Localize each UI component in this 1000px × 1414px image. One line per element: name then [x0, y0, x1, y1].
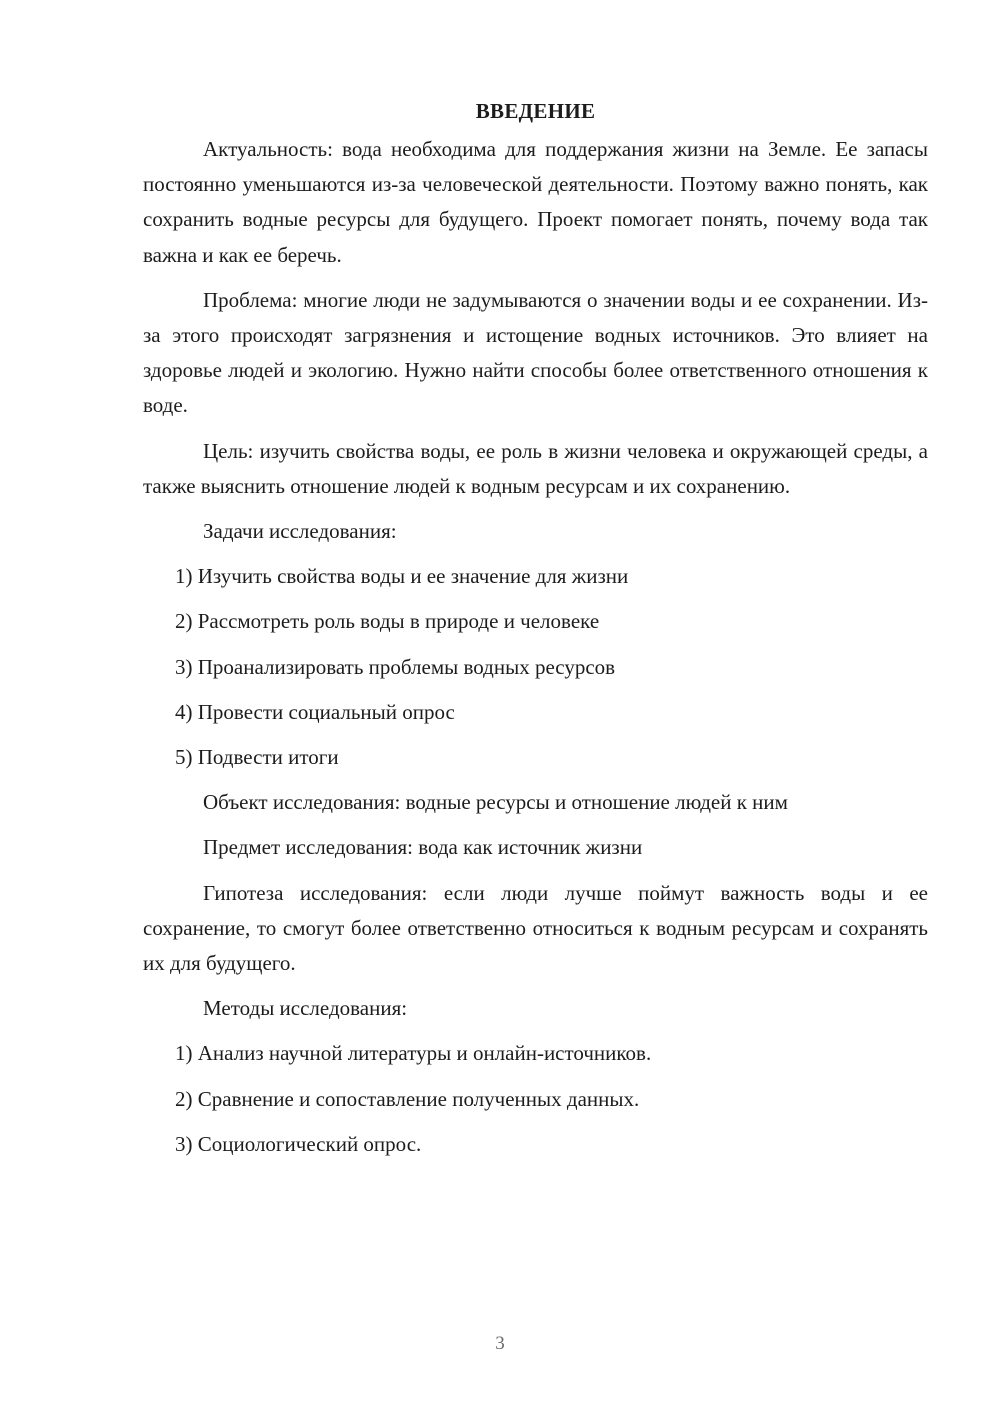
hypothesis-paragraph: Гипотеза исследования: если люди лучше поймут важность воды и ее сохранение, то смогут более ответственно относиться к водным ресурсам и сохранять их для будущего. [143, 880, 928, 976]
object-line: Объект исследования: водные ресурсы и отношение людей к ним [203, 790, 788, 815]
list-item: 5) Подвести итоги [175, 745, 339, 770]
list-item: 4) Провести социальный опрос [175, 699, 455, 724]
list-item: 1) Изучить свойства воды и ее значение для жизни [175, 564, 629, 589]
page-title: ВВЕДЕНИЕ [475, 99, 596, 123]
goal-paragraph: Цель: изучить свойства воды, ее роль в жизни человека и окружающей среды, а также выяснить отношение людей к водным ресурсам и их сохранению. [143, 438, 928, 498]
relevance-paragraph: Актуальность: вода необходима для поддержания жизни на Земле. Ее запасы постоянно уменьшаются из-за человеческой деятельности. Поэтому важно понять, как сохранить водные ресурсы для будущего. Проект помогает понять, почему вода так важна и как ее беречь. [143, 137, 928, 267]
document-page [143, 96, 928, 1172]
list-item: 3) Социологический опрос. [175, 1131, 422, 1156]
list-item: 2) Сравнение и сопоставление полученных данных. [175, 1086, 640, 1111]
methods-list [143, 1036, 928, 1162]
list-item: 3) Проанализировать проблемы водных ресурсов [175, 654, 616, 679]
list-item: 1) Анализ научной литературы и онлайн-источников. [175, 1041, 652, 1066]
subject-line: Предмет исследования: вода как источник жизни [203, 835, 643, 860]
page-number: 3 [495, 1333, 505, 1354]
methods-heading: Методы исследования: [203, 996, 408, 1021]
tasks-heading: Задачи исследования: [203, 519, 397, 544]
tasks-list [143, 559, 928, 775]
problem-paragraph: Проблема: многие люди не задумываются о значении воды и ее сохранении. Из-за этого происходят загрязнения и истощение водных источников. Это влияет на здоровье людей и экологию. Нужно найти способы более ответственного отношения к воде. [143, 287, 928, 418]
list-item: 2) Рассмотреть роль воды в природе и человеке [175, 609, 600, 634]
